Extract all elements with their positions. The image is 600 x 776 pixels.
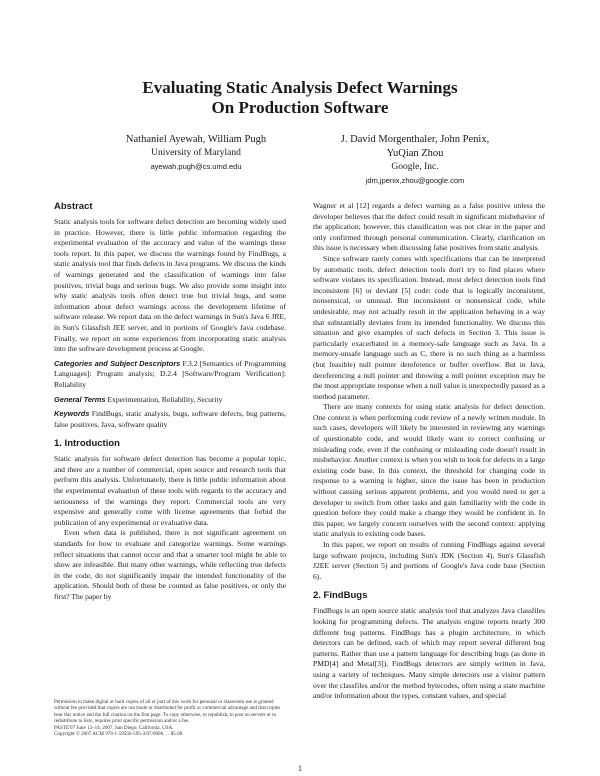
right-paragraph-1: Wagner et al [12] regards a defect warning as a false positive unless the developer believes that the defect could result in significant misbehavior of the application; however, this classification was not clear in the paper and only confirmed through personal communication. Clearly, clarification on this issue is necessary when discussing false positives from static analysis. — [313, 201, 545, 253]
author-affiliation: Google, Inc. — [391, 162, 439, 172]
copyright-notice — [54, 699, 286, 737]
author-block-umd — [96, 133, 296, 173]
page-number: 1 — [298, 764, 302, 773]
findbugs-paragraph: FindBugs is an open source static analysis tool that analyzes Java classfiles looking for programming defects. The analysis engine reports nearly 300 different bug patterns. FindBugs has a plugin architecture, in which detectors can be defined, each of which may report several different bug patterns. Rather than use a pattern language for describing bugs (as done in PMD[4] and Metal[3]), FindBugs detectors are simply written in Java, using a variety of techniques. Many simple detectors use a visitor pattern over the classfiles and/or the method bytecodes, often using a state machine and/or information about the types, constant values, and special — [313, 606, 545, 701]
categories — [54, 359, 286, 391]
intro-paragraph-1: Static analysis for software defect detection has become a popular topic, and there are a number of commercial, open source and research tools that perform this analysis. Unfortunately, there is little public information about the experimental evaluation of these tools with regards to the accuracy and seriousness of the warnings they report. Commercial tools are very expensive and generally come with license agreements that forbid the publication of any experimental or evaluative data. — [54, 454, 286, 527]
paper-title — [0, 78, 600, 118]
right-paragraph-2: Since software rarely comes with specifications that can be interpreted by automatic tools, defect detection tools don't try to find places where software violates its specification. Instead, most defect detection tools find inconsistent [6] or deviant [5] code: code that is logically inconsistent, nonsensical, or unusual. But inconsistent or nonsensical code, while undesirable, may not actually result in the application behaving in a way that substantially deviates from its intended functionality. We discuss this situation and give examples of such defects in Section 3. This issue is particularly exacerbated in a memory-safe language such as Java. In a memory-unsafe language such as C, there is no such thing as a harmless (but feasible) null pointer dereference or buffer overflow. But in Java, dereferencing a null pointer and throwing a null pointer exception may be the most appropriate response when a null value is unexpectedly passed as a method parameter. — [313, 253, 545, 401]
right-paragraph-4: In this paper, we report on results of running FindBugs against several large software projects, including Sun's JDK (Section 4), Sun's Glassfish J2EE server (Section 5) and portions of Google's Java code base (Section 6). — [313, 540, 545, 581]
author-names: J. David Morgenthaler, John Penix, — [340, 134, 490, 145]
keywords-label: Keywords — [54, 409, 90, 419]
author-block-google — [315, 133, 515, 187]
title-line-1: Evaluating Static Analysis Defect Warnings — [142, 78, 458, 97]
keywords-text: FindBugs, static analysis, bugs, software defects, bug patterns, false positives, Java, software quality — [54, 409, 286, 429]
intro-paragraph-2: Even when data is published, there is not significant agreement on standards for how to evaluate and categorize warnings. Some warnings reflect situations that cannot occur and that a smarter tool might be able to show are infeasible. But many other warnings, while reflecting true defects in the code, do not significantly impair the intended functionality of the application. Should both of these be counted as false positives, or only the first? The paper by — [54, 528, 286, 601]
copyright-line: Copyright © 2007 ACM 978-1-59593-595-3/07/0006. . . $5.00. — [54, 731, 184, 738]
abstract-heading: Abstract — [54, 201, 93, 212]
author-names: Nathaniel Ayewah, William Pugh — [125, 134, 267, 145]
categories-text: F.3.2 [Semantics of Programming Languages]: Program analysis; D.2.4 [Software/Program Verification]: Reliability — [54, 358, 286, 389]
left-column — [54, 201, 286, 603]
author-email: ayewah,pugh@cs.umd.edu — [150, 162, 242, 171]
intro-heading: 1. Introduction — [54, 438, 120, 450]
title-line-2: On Production Software — [211, 98, 389, 117]
general-terms — [54, 395, 286, 406]
conference-line: PASTE'07 June 13–14, 2007, San Diego, California, USA. — [54, 724, 174, 731]
general-terms-label: General Terms — [54, 394, 106, 404]
right-paragraph-3: There are many contexts for using static analysis for defect detection. One context is when performing code review of a newly written module. In such cases, developers will likely be interested in reviewing any warnings of questionable code, and would likely want to correct confusing or misleading code, even if the confusing or misleading code doesn't result in misbehavior. Another context is when you wish to look for defects in a large existing code base. In this context, the threshold for changing code in response to a warning is higher, since the issue has been in production without causing serious apparent problems, and you would need to get a developer to switch from other tasks and gain familiarity with the code in question before they could make a change they would be confident in. In this paper, we largely concern ourselves with the second context: applying static analysis to existing code bases. — [313, 402, 545, 539]
right-column — [313, 201, 545, 702]
permission-text: Permission to make digital or hard copies of all or part of this work for personal or classroom use is granted without fee provided that copies are not made or distributed for profit or commercial advantage and that copies bear this notice and the full citation on the first page. To copy otherwise, to republish, to post on servers or to redistribute to lists, requires prior specific permission and/or a fee. — [54, 699, 281, 725]
categories-label: Categories and Subject Descriptors — [54, 358, 181, 368]
findbugs-heading: 2. FindBugs — [313, 590, 368, 602]
abstract-text: Static analysis tools for software defect detection are becoming widely used in practice. However, there is little public information regarding the experimental evaluation of the accuracy and value of the warnings these tools report. In this paper, we discuss the warnings found by FindBugs, a static analysis tool that finds defects in Java programs. We discuss the kinds of warnings generated and the classification of warnings into false positives, trivial bugs and serious bugs. We also provide some insight into why static analysis tools often detect true but trivial bugs, and some information about defect warnings across the development lifetime of software release. We report data on the defect warnings in Sun's Java 6 JRE, in Sun's Glassfish JEE server, and in portions of Google's Java codebase. Finally, we report on some experiences from incorporating static analysis into the software development process at Google. — [54, 217, 286, 354]
author-affiliation: University of Maryland — [151, 148, 241, 158]
keywords — [54, 409, 286, 430]
author-email: jdm,jpenix,zhou@google.com — [365, 176, 465, 185]
general-terms-text: Experimentation, Reliability, Security — [107, 394, 223, 404]
author-names-cont: YuQian Zhou — [386, 148, 444, 159]
